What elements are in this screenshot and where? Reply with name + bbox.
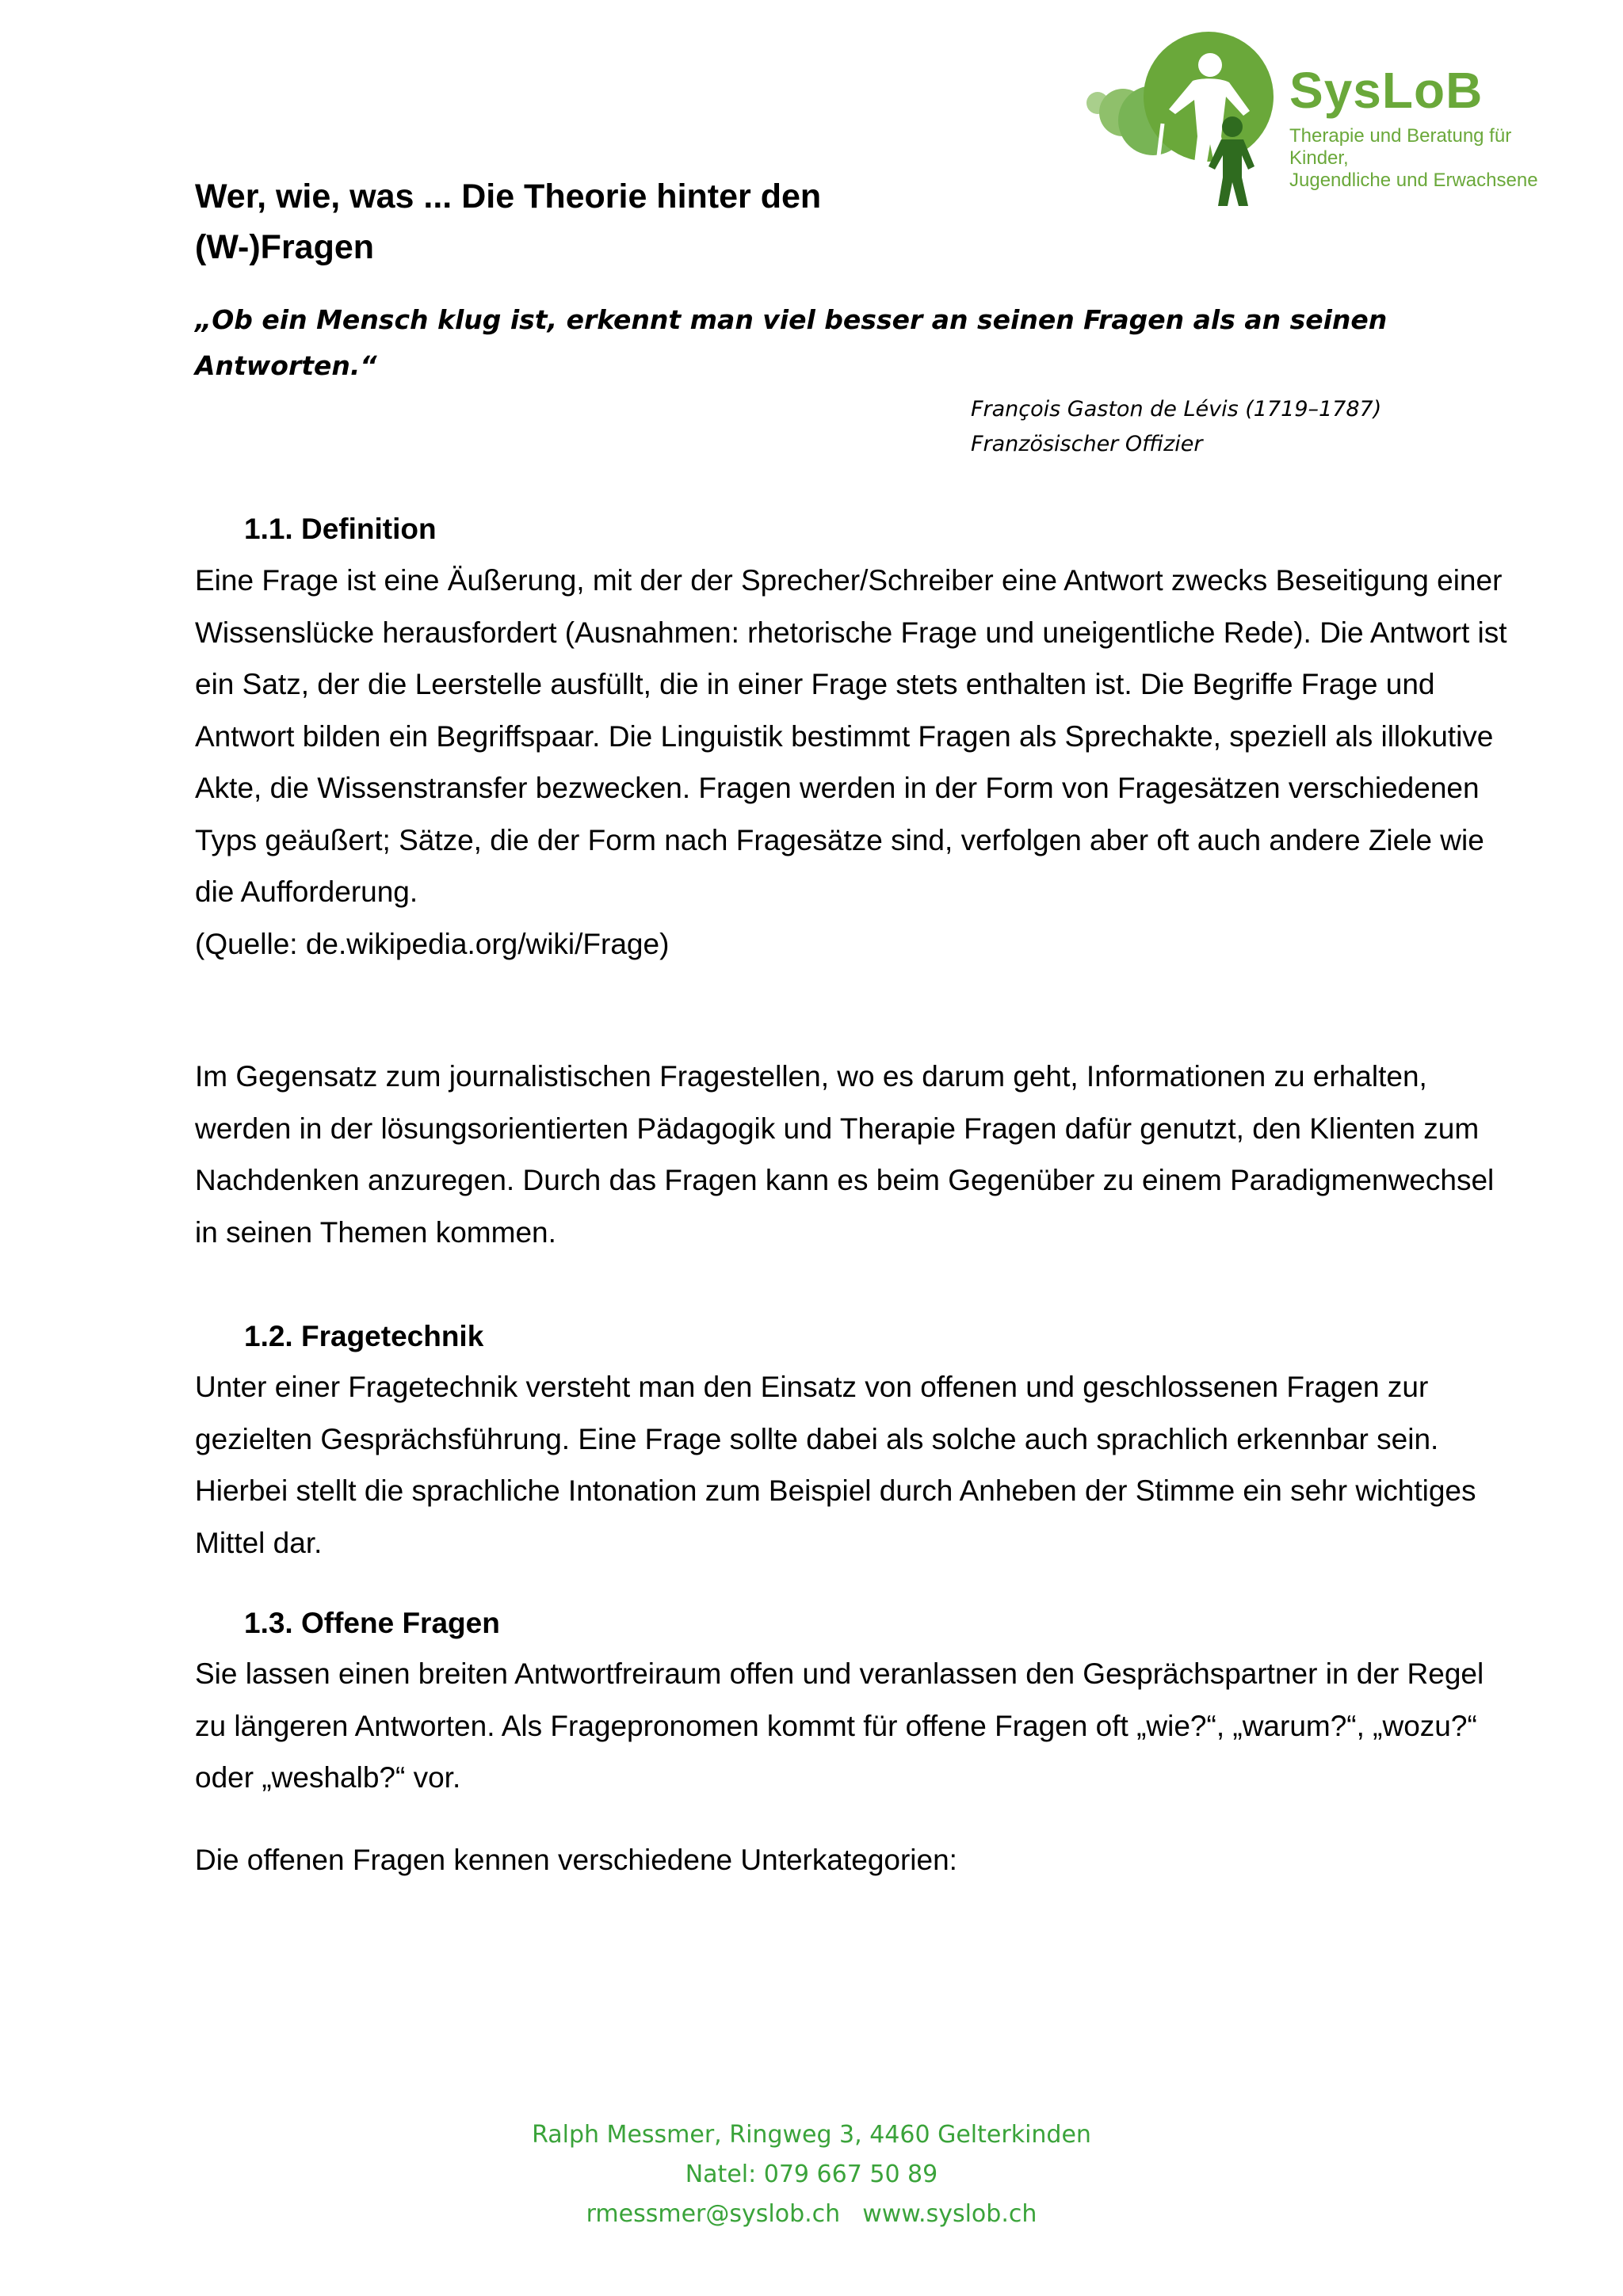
section-heading-offene-fragen: 1.3. Offene Fragen <box>244 1607 500 1639</box>
page-title <box>195 171 987 273</box>
quote-author-role: Französischer Offizier <box>971 432 1203 456</box>
definition-source: (Quelle: de.wikipedia.org/wiki/Frage) <box>195 927 670 960</box>
logo-figures-icon <box>1074 32 1288 214</box>
footer-email-link[interactable]: rmessmer@syslob.ch <box>586 2200 841 2228</box>
quote-attribution <box>971 392 1381 462</box>
offene-fragen-paragraph: Sie lassen einen breiten Antwortfreiraum offen und veranlassen den Gesprächspartner in der Regel zu längeren Antworten. Als Fragepronomen kommt für offene Fragen oft „wie?“, „warum?“, „wozu?“ oder „weshalb?“ vor. <box>195 1657 1484 1794</box>
page-title-line2: (W-)Fragen <box>195 228 375 266</box>
definition-body: Eine Frage ist eine Äußerung, mit der der Sprecher/Schreiber eine Antwort zwecks Beseitigung einer Wissenslücke herausfordert (Ausnahmen: rhetorische Frage und uneigentliche Rede). Die Antwort ist ein Satz, der die Leerstelle ausfüllt, die in einer Frage stets enthalten ist. Die Begriffe Frage und Antwort bilden ein Begriffspaar. Die Linguistik bestimmt Fragen als Sprechakte, speziell als illokutive Akte, die Wissenstransfer bezwecken. Fragen werden in der Form von Fragesätzen verschiedenen Typs geäußert; Sätze, die der Form nach Fragesätze sind, verfolgen aber oft auch andere Ziele wie die Aufforderung. <box>195 564 1507 908</box>
definition-paragraph <box>195 555 1510 970</box>
footer-phone: Natel: 079 667 50 89 <box>685 2161 938 2188</box>
definition-paragraph-2: Im Gegensatz zum journalistischen Fragestellen, wo es darum geht, Informationen zu erhalten, werden in der lösungsorientierten Pädagogik und Therapie Fragen dafür genutzt, den Klienten zum Nachdenken anzuregen. Durch das Fragen kann es beim Gegenüber zu einem Paradigmenwechsel in seinen Themen kommen. <box>195 1060 1495 1249</box>
footer-address: Ralph Messmer, Ringweg 3, 4460 Gelterkinden <box>532 2121 1091 2149</box>
syslob-logo <box>1074 32 1565 214</box>
page-title-line1: Wer, wie, was ... Die Theorie hinter den <box>195 177 822 215</box>
logo-tagline-line2: Jugendliche und Erwachsene <box>1289 170 1538 191</box>
section-heading-definition: 1.1. Definition <box>244 513 437 545</box>
page-footer <box>0 2115 1623 2234</box>
section-heading-fragetechnik: 1.2. Fragetechnik <box>244 1320 484 1352</box>
logo-tagline <box>1289 125 1565 192</box>
offene-fragen-paragraph-2: Die offenen Fragen kennen verschiedene Unterkategorien: <box>195 1844 957 1876</box>
logo-wordmark: SysLoB <box>1289 62 1484 119</box>
footer-website-link[interactable]: www.syslob.ch <box>862 2200 1037 2228</box>
quote-author: François Gaston de Lévis (1719–1787) <box>971 397 1382 421</box>
fragetechnik-paragraph: Unter einer Fragetechnik versteht man den Einsatz von offenen und geschlossenen Fragen zur gezielten Gesprächsführung. Eine Frage sollte dabei als solche auch sprachlich erkennbar sein. Hierbei stellt die sprachliche Intonation zum Beispiel durch Anheben der Stimme ein sehr wichtiges Mittel dar. <box>195 1371 1476 1559</box>
footer-contact <box>0 2195 1623 2234</box>
quote-text: „Ob ein Mensch klug ist, erkennt man viel besser an seinen Fragen als an seinen Antworten.“ <box>195 304 1388 381</box>
logo-tagline-line1: Therapie und Beratung für Kinder, <box>1289 125 1512 169</box>
